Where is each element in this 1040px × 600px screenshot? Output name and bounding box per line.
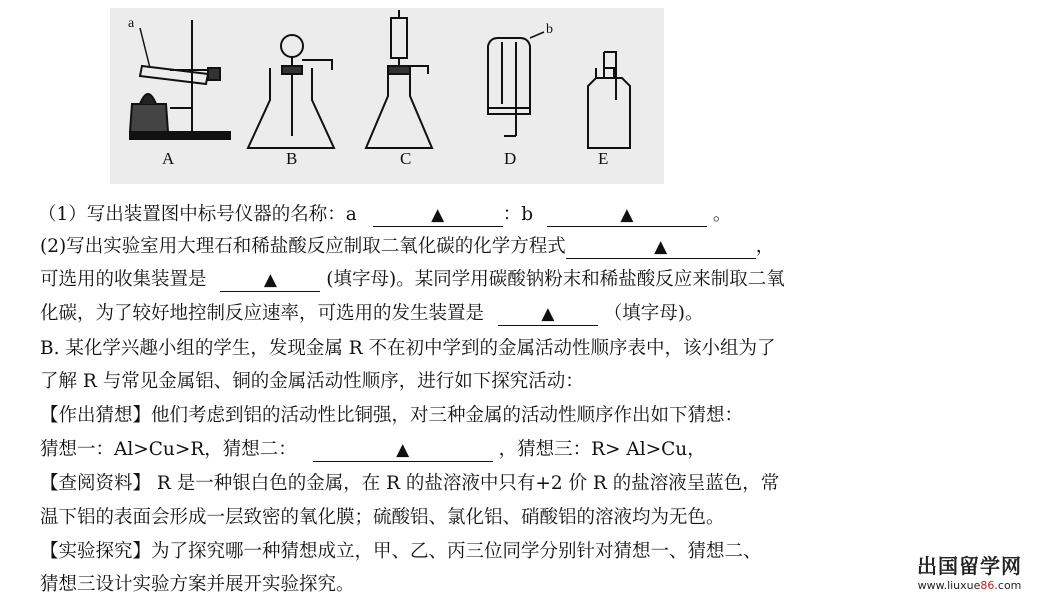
blank-generator[interactable]	[498, 303, 598, 326]
watermark-url-post: .com	[994, 579, 1022, 592]
info-line1: 【查阅资料】 R 是一种银白色的金属，在 R 的盐溶液中只有+2 价 R 的盐溶液呈蓝色，常	[40, 473, 780, 494]
experiment-line1: 【实验探究】为了探究哪一种猜想成立，甲、乙、丙三位同学分别针对猜想一、猜想二、	[40, 541, 762, 562]
label-E: E	[598, 149, 609, 168]
guess-pre: 猜想一：Al>Cu>R，猜想二：	[40, 439, 297, 460]
triangle-icon: ▲	[541, 304, 555, 324]
triangle-icon: ▲	[654, 237, 668, 257]
guess-heading: 【作出猜想】他们考虑到铝的活动性比铜强，对三种金属的活动性顺序作出如下猜想：	[40, 405, 744, 426]
triangle-icon: ▲	[396, 440, 410, 460]
q2-line3-post: （填字母)。	[603, 303, 704, 324]
blank-b[interactable]	[547, 204, 707, 227]
experiment-line2: 猜想三设计实验方案并展开实验探究。	[40, 574, 355, 595]
question-2-line3	[40, 301, 704, 327]
label-C: C	[400, 149, 412, 168]
label-b: b	[546, 22, 553, 37]
watermark-title: 出国留学网	[917, 554, 1022, 578]
partB-line1: B. 某化学兴趣小组的学生，发现金属 R 不在初中学到的金属活动性顺序表中，该小组为了	[40, 338, 776, 359]
label-a: a	[128, 16, 135, 31]
site-watermark	[917, 550, 1022, 592]
label-B: B	[286, 149, 298, 168]
q1-sep: ：b	[502, 204, 534, 225]
question-2-line2	[40, 267, 785, 293]
blank-collection[interactable]	[220, 269, 320, 292]
q2-line1-end: ，	[755, 236, 775, 257]
partB-line2: 了解 R 与常见金属铝、铜的金属活动性顺序，进行如下探究活动：	[40, 371, 584, 392]
apparatus-figure	[110, 8, 664, 184]
triangle-icon: ▲	[620, 205, 634, 225]
question-2-line1	[40, 234, 774, 260]
label-A: A	[162, 149, 175, 168]
q2-line2-post: (填字母)。某同学用碳酸钠粉末和稀盐酸反应来制取二氧	[326, 269, 785, 290]
info-line2: 温下铝的表面会形成一层致密的氧化膜；硫酸铝、氯化铝、硝酸铝的溶液均为无色。	[40, 507, 725, 528]
question-1	[38, 202, 731, 228]
guess-post: ，猜想三：R> Al>Cu，	[498, 439, 706, 460]
q2-line1: (2)写出实验室用大理石和稀盐酸反应制取二氧化碳的化学方程式	[40, 236, 566, 257]
guess-line	[40, 437, 706, 463]
q2-line3-pre: 化碳，为了较好地控制反应速率，可选用的发生装置是	[40, 303, 485, 324]
blank-a[interactable]	[373, 204, 503, 227]
watermark-url	[917, 579, 1022, 592]
triangle-icon: ▲	[431, 205, 445, 225]
label-D: D	[504, 149, 517, 168]
triangle-icon: ▲	[263, 270, 277, 290]
blank-guess-2[interactable]	[313, 439, 493, 462]
q1-end: 。	[712, 204, 732, 225]
blank-equation[interactable]	[566, 236, 756, 259]
apparatus-drawing	[110, 8, 664, 184]
q1-text: （1）写出装置图中标号仪器的名称：a	[38, 204, 357, 225]
q2-line2-pre: 可选用的收集装置是	[40, 269, 207, 290]
watermark-url-red: 86	[980, 579, 995, 592]
watermark-url-pre: www.liuxue	[917, 579, 981, 592]
